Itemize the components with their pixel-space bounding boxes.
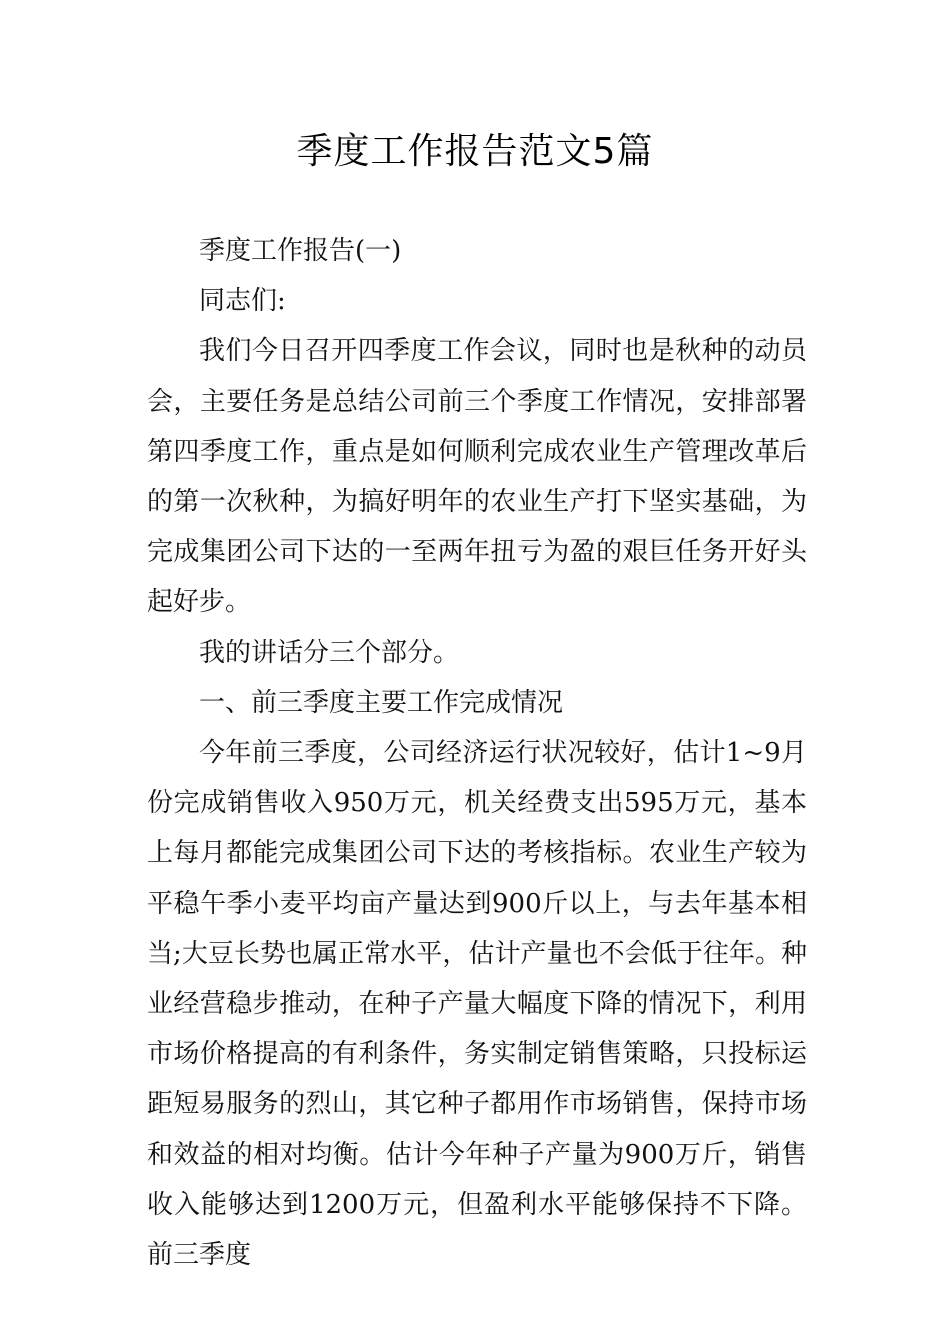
section-heading: 季度工作报告(一) [199,236,402,266]
paragraph: 今年前三季度，公司经济运行状况较好，估计1~9月份完成销售收入950万元，机关经费支出595万元，基本上每月都能完成集团公司下达的考核指标。农业生产较为平稳午季小麦平均亩产量达到900斤以上，与去年基本相当;大豆长势也属正常水平，估计产量也不会低于往年。种业经营稳步推动，在种子产量大幅度下降的情况下，利用市场价格提高的有利条件，务实制定销售策略，只投标运距短易服务的烈山，其它种子都用作市场销售，保持市场和效益的相对均衡。估计今年种子产量为900万斤，销售收入能够达到1200万元，但盈利水平能够保持不下降。前三季度 [147,738,807,1271]
paragraph: 我的讲话分三个部分。 [199,637,460,668]
section-heading: 一、前三季度主要工作完成情况 [199,687,564,718]
salutation: 同志们: [199,286,286,317]
document-title: 季度工作报告范文5篇 [296,131,654,172]
document-body [147,226,807,1280]
paragraph: 我们今日召开四季度工作会议，同时也是秋种的动员会，主要任务是总结公司前三个季度工作情况，安排部署第四季度工作，重点是如何顺利完成农业生产管理改革后的第一次秋种，为搞好明年的农业生产打下坚实基础，为完成集团公司下达的一至两年扭亏为盈的艰巨任务开好头起好步。 [147,336,807,618]
